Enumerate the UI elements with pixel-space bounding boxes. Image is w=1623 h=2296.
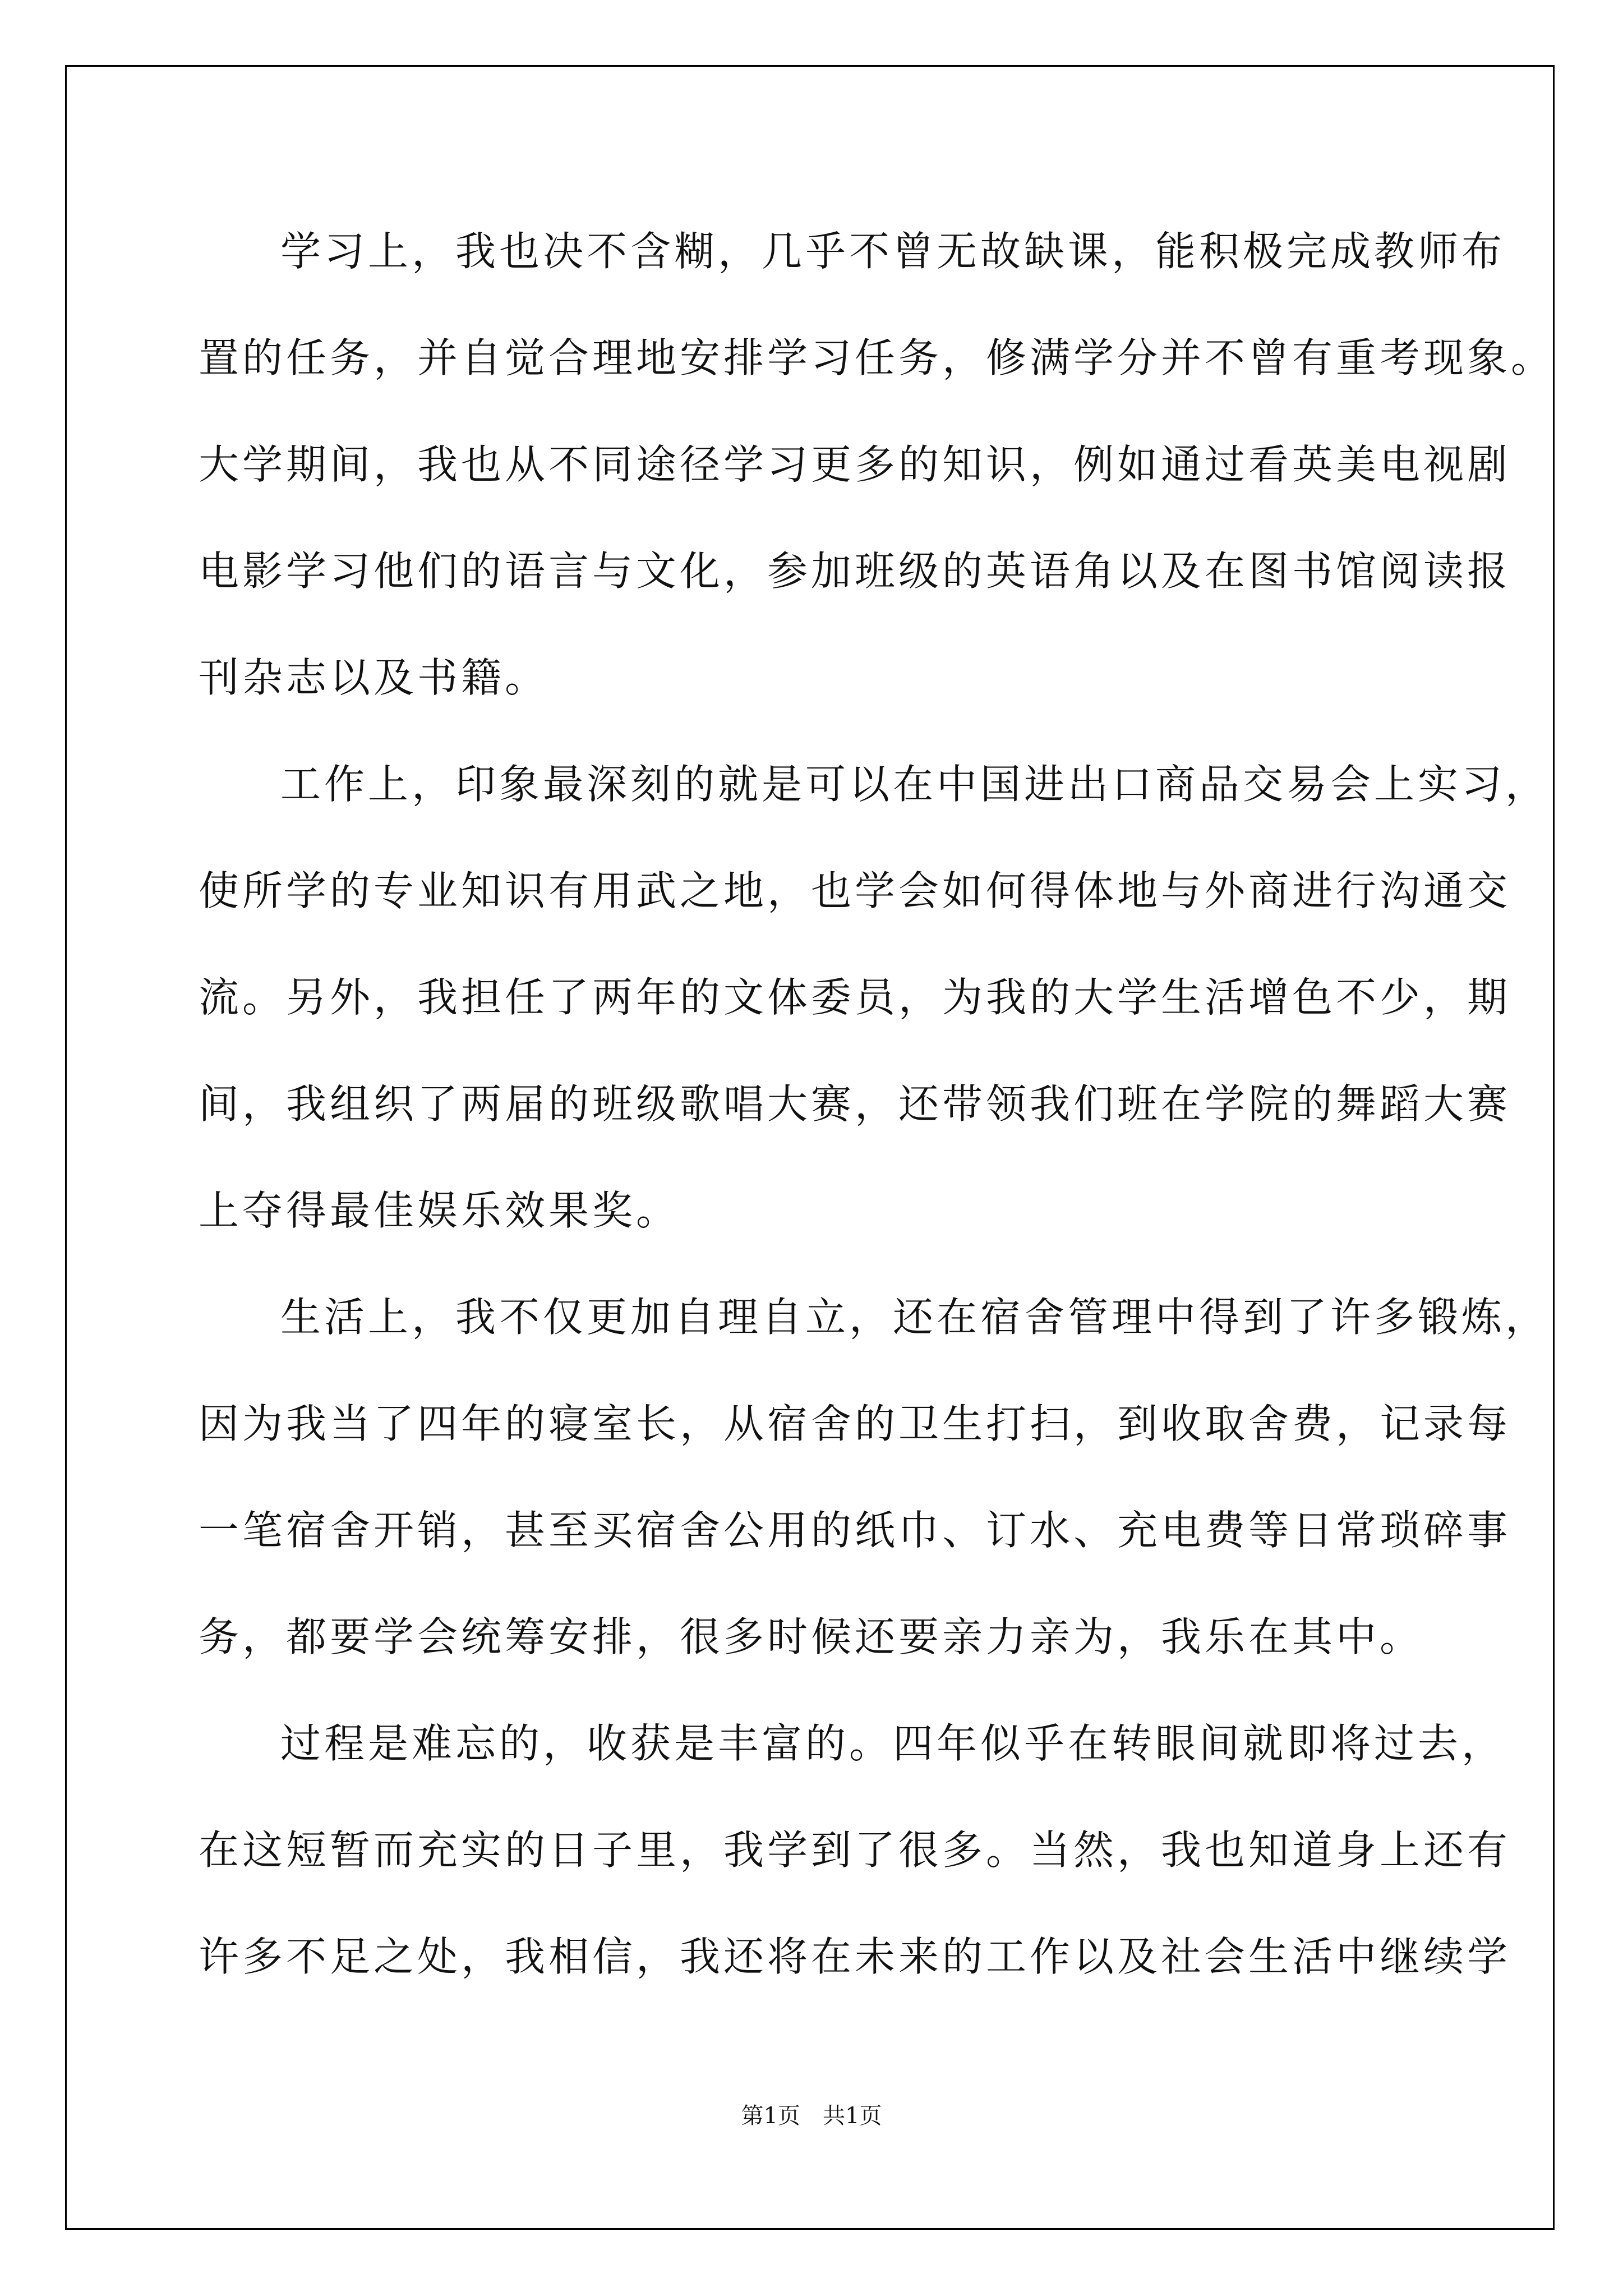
text-line: 刊杂志以及书籍。: [199, 654, 549, 701]
page-number-footer: 第1页 共1页: [741, 2103, 882, 2129]
text-line: 因为我当了四年的寝室长，从宿舍的卫生打扫，到收取舍费，记录每: [199, 1400, 1511, 1447]
text-line: 置的任务，并自觉合理地安排学习任务，修满学分并不曾有重考现象。: [199, 334, 1555, 381]
text-line: 生活上，我不仅更加自理自立，还在宿舍管理中得到了许多锻炼，: [280, 1294, 1550, 1341]
text-line: 务，都要学会统筹安排，很多时候还要亲力亲为，我乐在其中。: [199, 1613, 1424, 1660]
text-line: 电影学习他们的语言与文化，参加班级的英语角以及在图书馆阅读报: [199, 547, 1511, 595]
text-line: 学习上，我也决不含糊，几乎不曾无故缺课，能积极完成教师布: [280, 228, 1506, 275]
text-line: 流。另外，我担任了两年的文体委员，为我的大学生活增色不少，期: [199, 974, 1511, 1021]
text-line: 工作上，印象最深刻的就是可以在中国进出口商品交易会上实习，: [280, 761, 1550, 808]
text-line: 过程是难忘的，收获是丰富的。四年似乎在转眼间就即将过去，: [280, 1720, 1506, 1767]
text-line: 许多不足之处，我相信，我还将在未来的工作以及社会生活中继续学: [199, 1933, 1511, 1980]
text-line: 使所学的专业知识有用武之地，也学会如何得体地与外商进行沟通交: [199, 867, 1511, 914]
text-line: 上夺得最佳娱乐效果奖。: [199, 1187, 680, 1234]
text-line: 大学期间，我也从不同途径学习更多的知识，例如通过看英美电视剧: [199, 441, 1511, 488]
text-line: 在这短暂而充实的日子里，我学到了很多。当然，我也知道身上还有: [199, 1826, 1511, 1874]
text-line: 间，我组织了两届的班级歌唱大赛，还带领我们班在学院的舞蹈大赛: [199, 1080, 1511, 1128]
text-line: 一笔宿舍开销，甚至买宿舍公用的纸巾、订水、充电费等日常琐碎事: [199, 1507, 1511, 1554]
